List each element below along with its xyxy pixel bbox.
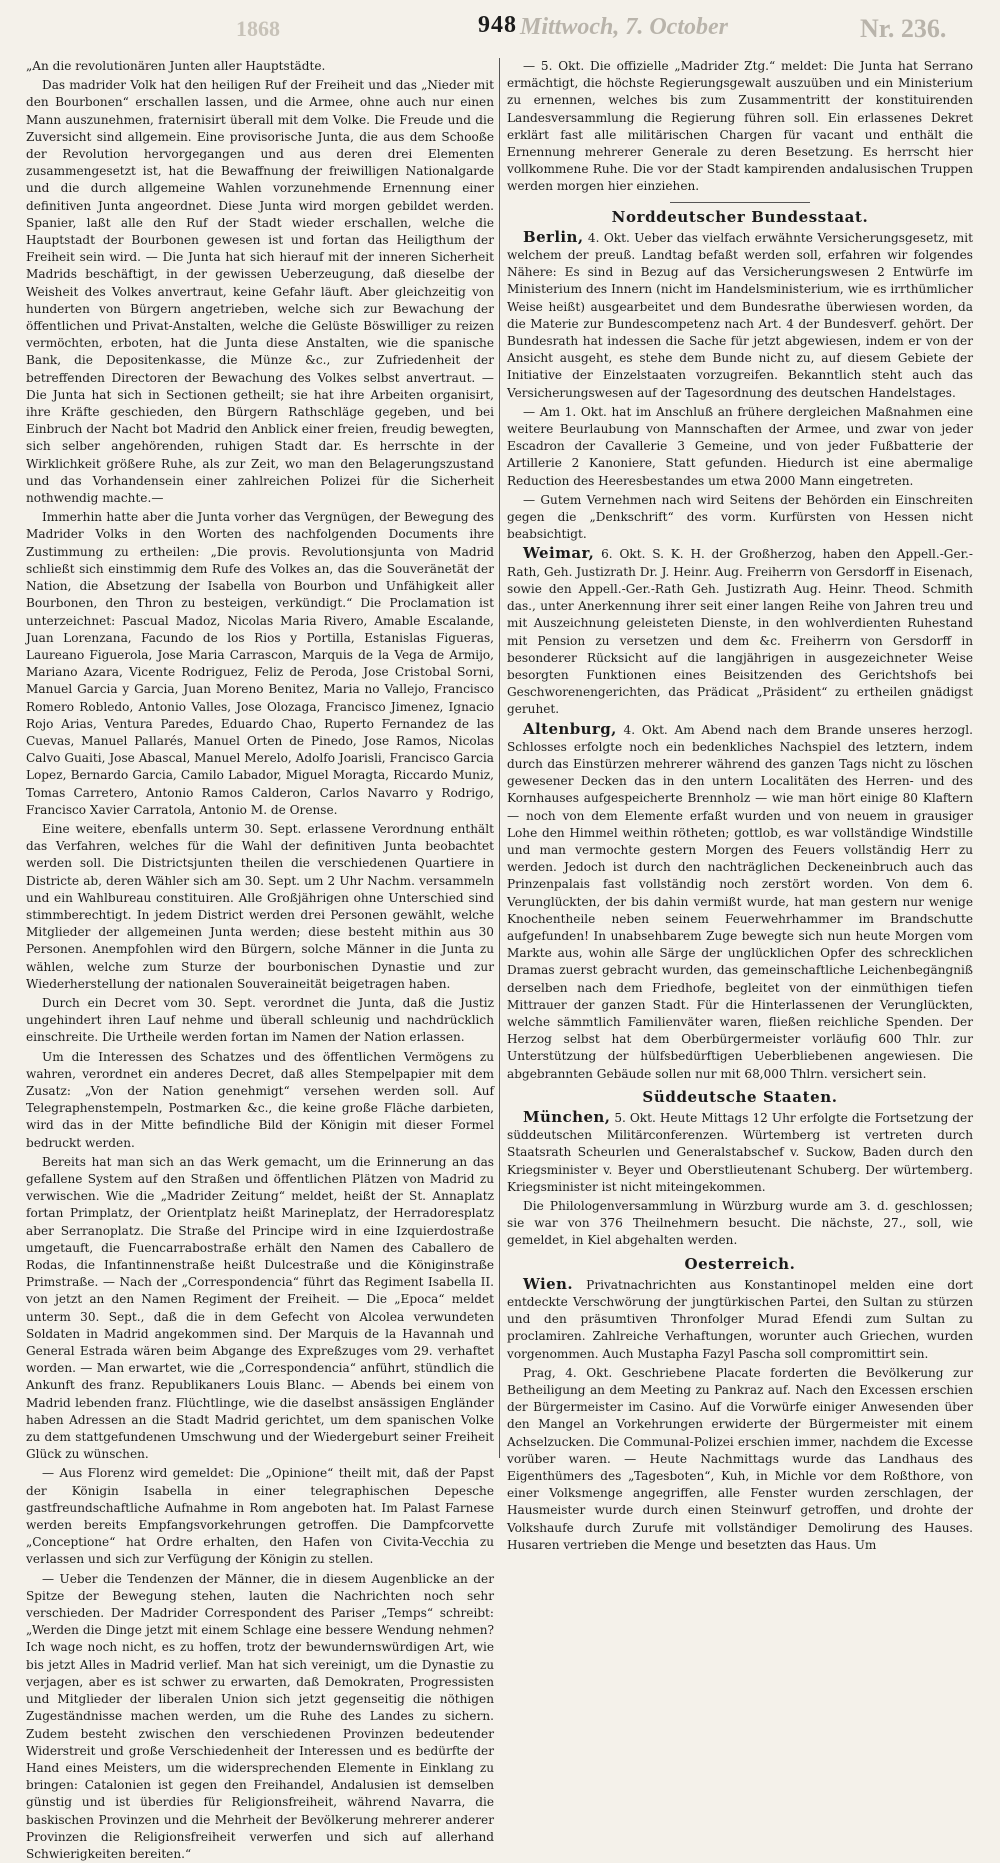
section-divider (670, 202, 810, 203)
left-paragraph: Immerhin hatte aber die Junta vorher das Vergnügen, der Bewegung des Madrider Volks in den Worten des nachfolgenden Documents ihre Zustimmung zu ertheilen: „Die provis. Revolutionsjunta von Madrid schließt sich einstimmig dem Rufe des Volkes an, das die Souveränetät der Nation, die Absetzung der Isabella von Bourbon und Unfähigkeit aller Bourbonen, den Thron zu besteigen, verkündigt.“ Die Proclamation ist unterzeichnet: Pascual Madoz, Nicolas Maria Rivero, Amable Escalande, Juan Lorenzana, Facundo de los Rios y Portilla, Estanislas Figueras, Laureano Figuerola, Jose Maria Carrascon, Marquis de la Vega de Armijo, Mariano Azara, Vicente Rodriguez, Feliz de Peroda, Jose Cristobal Sorni, Manuel Garcia y Garcia, Juan Moreno Benitez, Maria no Vallejo, Francisco Romero Robledo, Antonio Valles, Jose Olozaga, Francisco Jimenez, Ignacio Rojo Arias, Ventura Paredes, Eduardo Chao, Ruperto Fernandez de las Cuevas, Manuel Pallarés, Manuel Orten de Pinedo, Jose Ramos, Nicolas Calvo Guaiti, Jose Abascal, Manuel Merelo, Adolfo Joarisli, Francisco Garcia Lopez, Bernardo Garcia, Camilo Labador, Miguel Moragta, Riccardo Muniz, Tomas Carretero, Antonio Ramos Calderon, Carlos Navarro y Rodrigo, Francisco Xavier Carratola, Antonio M. de Orense. (26, 510, 494, 817)
page-number: 948 (478, 12, 517, 38)
left-paragraph: „An die revolutionären Junten aller Hauptstädte. (26, 59, 326, 73)
bleed-through-issue-number: Nr. 236. (860, 14, 947, 43)
wien-text: Privatnachrichten aus Konstantinopel melden eine dort entdeckte Verschwörung der jungtürkischen Partei, den Sultan zu stürzen und den präsumtiven Thronfolger Murad Efendi zum Sultan zu proclamiren. Zahlreiche Verhaftungen, worunter auch Griechen, wurden vorgenommen. Auch Mustapha Fazyl Pascha soll compromittirt sein. (507, 1277, 973, 1361)
left-paragraph: Das madrider Volk hat den heiligen Ruf der Freiheit und das „Nieder mit den Bourbonen“ erschallen lassen, und die Armee, ohne auch nur einen Mann auszunehmen, fraternisirt überall mit dem Volke. Die Freude und die Zuversicht sind allgemein. Eine provisorische Junta, die aus dem Schooße der Revolution hervorgegangen und aus deren drei Elementen zusammengesetzt ist, hat die Bewaffnung der freiwilligen Nationalgarde und die durch allgemeine Wahlen vorzunehmende Ernennung einer definitiven Junta angeordnet. Diese Junta wird morgen gebildet werden. Spanier, laßt alle den Ruf der Stadt wieder erschallen, welche die Hauptstadt der Bourbonen gewesen ist und fortan das Heiligthum der Freiheit sein wird. — Die Junta hat sich hierauf mit der inneren Sicherheit Madrids beschäftigt, in der gewissen Ueberzeugung, daß dieselbe der Weisheit des Volkes anvertraut, keine Gefahr läuft. Aber gleichzeitig von hunderten von Bürgern angetrieben, welche sich zur Bewachung der öffentlichen und Privat-Anstalten, welche die Gelüste Böswilliger zu reizen vermöchten, erboten, hat die Junta diese Anstalten, wie die spanische Bank, die Depositenkasse, die Münze &c., zur Zufriedenheit der betreffenden Directoren der Bewachung des Volkes selbst anvertraut. — Die Junta hat sich in Sectionen getheilt; sie hat ihre Arbeiten organisirt, ihre Kräfte geschieden, den Bürgern Rathschläge gegeben, und bei Einbruch der Nacht bot Madrid den Anblick einer freien, freudig bewegten, sich selber angehörenden, ruhigen Stadt dar. Es herrschte in der Wirklichkeit größere Ruhe, als zur Zeit, wo man den Belagerungszustand und das Vorhandensein einer zahlreichen Polizei für die Sicherheit nothwendig machte.— (26, 78, 494, 506)
army-paragraph: — Am 1. Okt. hat im Anschluß an frühere dergleichen Maßnahmen eine weitere Beurlaubung von Mannschaften der Armee, und zwar von jeder Escadron der Cavallerie 3 Gemeine, und von jeder Fußbatterie der Artillerie 2 Kanoniere, Statt gefunden. Hiedurch ist eine abermalige Reduction des Heeresbestandes um etwa 2000 Mann eingetreten. (507, 404, 973, 488)
left-paragraph: Um die Interessen des Schatzes und des öffentlichen Vermögens zu wahren, verordnet ein anderes Decret, daß alles Stempelpapier mit dem Zusatz: „Von der Nation genehmigt“ versehen werden soll. Auf Telegraphenstempeln, Postmarken &c., die keine große Fläche darbieten, wird das in der Mitte befindliche Bild der Königin mit dieser Formel bedruckt werden. (26, 1049, 494, 1150)
left-paragraph: — Ueber die Tendenzen der Männer, die in diesem Augenblicke an der Spitze der Bewegung stehen, lauten die Nachrichten noch sehr verschieden. Der Madrider Correspondent des Pariser „Temps“ schreibt: „Werden die Dinge jetzt mit einem Schlage eine bessere Wendung nehmen? Ich wage noch nicht, es zu hoffen, trotz der bewundernswürdigen Art, wie bis jetzt Alles in Madrid verlief. Man hat sich vereinigt, um die Dynastie zu verjagen, aber es ist schwer zu erwarten, daß Demokraten, Progressisten und Mitglieder der liberalen Union sich jetzt gegenseitig die nöthigen Zugeständnisse machen werden, um die Ruhe des Landes zu sichern. Zudem besteht zwischen den verschiedenen Provinzen bedeutender Widerstreit und große Verschiedenheit der Interessen und es bedürfte der Hand eines Meisters, um die widersprechenden Elemente in Einklang zu bringen: Catalonien ist gegen den Freihandel, Andalusien ist demselben günstig und ist überdies für Religionsfreiheit, während Navarra, die baskischen Provinzen und die Mehrheit der Bevölkerung mehrerer anderer Provinzen die Religionsfreiheit verwerfen und sich auf allerhand Schwierigkeiten bereiten.“ (26, 1571, 494, 1861)
munich-dateline: München, (523, 1107, 611, 1126)
left-paragraph: Eine weitere, ebenfalls unterm 30. Sept. erlassene Verordnung enthält das Verfahren, welches für die Wahl der definitiven Junta beobachtet werden soll. Die Districtsjunten theilen die verschiedenen Quartiere in Districte ab, deren Wähler sich am 30. Sept. um 2 Uhr Nachm. versammeln und ein Wahlbureau constituiren. Alle Großjährigen ohne Unterschied sind stimmberechtigt. In jedem District werden drei Personen gewählt, welche Mitglieder der allgemeinen Junta werden; diese besteht mithin aus 30 Personen. Anempfohlen wird den Bürgern, solche Männer in die Junta zu wählen, welche zum Sturze der bourbonischen Dynastie und zur Wiederherstellung der nationalen Souveraineität beigetragen haben. (26, 821, 494, 991)
left-paragraph: — Aus Florenz wird gemeldet: Die „Opinione“ theilt mit, daß der Papst der Königin Isabella in einer telegraphischen Depesche gastfreundschaftliche Aufnahme in Rom angeboten hat. Im Palast Farnese werden bereits Empfangsvorkehrungen getroffen. Die Dampfcorvette „Conceptione“ hat Ordre erhalten, den Hafen von Civita-Vecchia zu verlassen und sich zur Verfügung der Königin zu stellen. (26, 1466, 494, 1567)
bleed-through-date: Mittwoch, 7. October (520, 14, 728, 40)
munich-text: 5. Okt. Heute Mittags 12 Uhr erfolgte die Fortsetzung der süddeutschen Militärconferenzen. Würtemberg ist vertreten durch Staatsrath Scheurlen und Generalstabschef v. Suckow, Baden durch den Kriegsminister v. Beyer und Oberstlieutenant Schuberg. Der würtemberg. Kriegsminister ist nicht miteingekommen. (507, 1110, 973, 1194)
section-heading-austria: Oesterreich. (684, 1254, 796, 1273)
section-heading-north-german: Norddeutscher Bundesstaat. (611, 207, 869, 226)
prague-paragraph: Prag, 4. Okt. Geschriebene Placate forderten die Bevölkerung zur Betheiligung an dem Meeting zu Pankraz auf. Nach den Excessen erschien der Bürgermeister im Casino. Auf die Vorwürfe einiger Anwesenden über den Mangel an Vorkehrungen erwiderte der Bürgermeister mit einem Achselzucken. Die Communal-Polizei erschien immer, nachdem die Excesse vorüber waren. — Heute Nachmittags wurde das Landhaus des Eigenthümers des „Tagesboten“, Kuh, in Michle vor dem Roßthore, von einer Volksmenge angegriffen, alle Fenster wurden zerschlagen, der Hausmeister wurde durch einen Steinwurf getroffen, und drohte der Volkshaufe durch Zurufe mit vollständiger Demolirung des Hauses. Husaren vertrieben die Menge und besetzten das Haus. Um (507, 1365, 973, 1552)
hessen-paragraph: — Gutem Vernehmen nach wird Seitens der Behörden ein Einschreiten gegen die „Denkschrift“ des vorm. Kurfürsten von Hessen nicht beabsichtigt. (507, 492, 973, 542)
berlin-text: 4. Okt. Ueber das vielfach erwähnte Versicherungsgesetz, mit welchem der preuß. Landtag befaßt werden soll, erfahren wir folgendes Nähere: Es sind in Bezug auf das Versicherungswesen 2 Entwürfe im Ministerium des Innern (nicht im Handelsministerium, wie es irrthümlicher Weise heißt) ausgearbeitet und dem Bundesrathe überwiesen worden, da die Materie zur Bundescompetenz nach Art. 4 der Bundesverf. gehört. Der Bundesrath hat indessen die Sache für jetzt abgewiesen, indem er von der Ansicht ausgeht, es stehe dem Bunde nicht zu, auf diesem Gebiete der Initiative der Einzelstaaten vorzugreifen. Bekanntlich steht auch das Versicherungswesen auf der Tagesordnung des deutschen Handelstages. (507, 230, 973, 400)
weimar-text: 6. Okt. S. K. H. der Großherzog, haben den Appell.-Ger.-Rath, Geh. Justizrath Dr. J. Heinr. Aug. Freiherrn von Gersdorff in Eisenach, sowie den Appell.-Ger.-Rath Geh. Justizrath Aug. Heinr. Theod. Schmith das., unter Anerkennung ihrer seit einer langen Reihe von Jahren treu und mit Auszeichnung geleisteten Dienste, in den wohlverdienten Ruhestand mit Pension zu versetzen und dem &c. Freiherrn von Gersdorff in besonderer Rücksicht auf die langjährigen in ausgezeichneter Weise besorgten Funktionen eines Beisitzenden des Gerichtshofs bei Geschworenengerichten, das Prädicat „Präsident“ zu ertheilen gnädigst geruhet. (507, 547, 973, 717)
right-column (507, 58, 973, 1552)
madrid-update-paragraph: — 5. Okt. Die offizielle „Madrider Ztg.“ meldet: Die Junta hat Serrano ermächtigt, die höchste Regierungsgewalt auszuüben und ein Ministerium zu ernennen, welches bis zum Zusammentritt der konstituirenden Landesversammlung die Regierung führen soll. Ein erlassenes Dekret erklärt fast alle militärischen Chargen für vacant und enthält die Ernennung mehrerer Generale zu deren Besetzung. Es herrscht hier vollkommene Ruhe. Die vor der Stadt kampirenden andalusischen Truppen werden morgen hier einziehen. (507, 59, 973, 194)
altenburg-dateline: Altenburg, (523, 719, 617, 738)
left-column (26, 58, 494, 1861)
left-paragraph: Durch ein Decret vom 30. Sept. verordnet die Junta, daß die Justiz ungehindert ihren Lauf nehme und überall schleunig und nachdrücklich einschreite. Die Urtheile werden fortan im Namen der Nation erlassen. (26, 995, 494, 1045)
weimar-paragraph (507, 545, 973, 718)
philologen-paragraph: Die Philologenversammlung in Würzburg wurde am 3. d. geschlossen; sie war von 376 Theilnehmern besucht. Die nächste, 27., soll, wie gemeldet, in Kiel abgehalten werden. (507, 1199, 973, 1248)
berlin-dateline: Berlin, (523, 227, 584, 246)
weimar-dateline: Weimar, (523, 544, 595, 563)
altenburg-text: 4. Okt. Am Abend nach dem Brande unseres herzogl. Schlosses erfolgte noch ein bedenkliches Nachspiel des letztern, indem durch das Einstürzen mehrerer während des ganzen Tags nicht zu löschen gewesener Decken das in den untern Localitäten des Herren- und des Kornhauses aufgespeicherte Brennholz — wie man hört einige 80 Klaftern — noch von dem Elemente erfaßt wurden und von neuem in grausiger Lohe den Himmel weithin rötheten; gottlob, es war vollständige Windstille und man vermochte gestern Morgen des Feuers vollständig Herr zu werden. Jedoch ist durch den nachträglichen Deckeneinbruch auch das Prinzenpalais fast vollständig noch zerstört worden. Von dem 6. Verunglückten, der bis dahin vermißt wurde, hat man gestern nur wenige Knochentheile neben seinem Feuerwehrhammer im Brandschutte aufgefunden! In unabsehbarem Zuge bewegte sich nun heute Morgen vom Markte aus, wohin alle Särge der unglücklichen Opfer des schrecklichen Dramas zuerst gebracht wurden, das gemeinschaftliche Leichenbegängniß derselben nach dem Friedhofe, begleitet von der einmüthigen tiefen Mittrauer der ganzen Stadt. Für die Hinterlassenen der Verunglückten, welche sämmtlich Familienväter waren, fließen reichliche Spenden. Der Herzog selbst hat dem Oberbürgermeister vorläufig 600 Thlr. zur Unterstützung der hülfsbedürftigen Ueberbliebenen angewiesen. Die abgebrannten Gebäude sollen nur mit 68,000 Thlrn. versichert sein. (507, 722, 973, 1081)
left-paragraph: Bereits hat man sich an das Werk gemacht, um die Erinnerung an das gefallene System auf den Straßen und öffentlichen Plätzen von Madrid zu verwischen. Wie die „Madrider Zeitung“ meldet, heißt der St. Annaplatz fortan Primplatz, der Orientplatz heißt Marineplatz, der Herradoresplatz aber Serranoplatz. Die Straße del Principe wird in eine Izquierdostraße umgetauft, die Fuencarrabostraße erhält den Namen des Caballero de Rodas, die Infantinnenstraße heißt Dulcestraße und die Königinstraße Primstraße. — Nach der „Correspondencia“ führt das Regiment Isabella II. von jetzt an den Namen Regiment der Freiheit. — Die „Epoca“ meldet unterm 30. Sept., daß die in dem Gefecht von Alcolea verwundeten Soldaten in Madrid angekommen sind. Der Marquis de la Havannah und General Estrada wären beim Abgange des Expreßzuges vom 29. verhaftet worden. — Man erwartet, wie die „Correspondencia“ anführt, stündlich die Ankunft des franz. Republikaners Louis Blanc. — Abends bei einem von Madrid lebenden franz. Flüchtlinge, wie die daselbst ansässigen Engländer haben Adressen an die Stadt Madrid gerichtet, um dem spanischen Volke zu dem stattgefundenen Umschwung und der Wiedergeburt seiner Freiheit Glück zu wünschen. (26, 1154, 494, 1462)
section-heading-south-german: Süddeutsche Staaten. (642, 1087, 838, 1106)
wien-dateline: Wien. (523, 1274, 573, 1293)
bleed-through-year: 1868 (236, 16, 280, 41)
berlin-paragraph (507, 229, 973, 402)
column-divider (499, 58, 500, 1458)
wien-paragraph (507, 1276, 973, 1363)
munich-paragraph (507, 1109, 973, 1196)
altenburg-paragraph (507, 721, 973, 1083)
running-head (0, 8, 1000, 52)
